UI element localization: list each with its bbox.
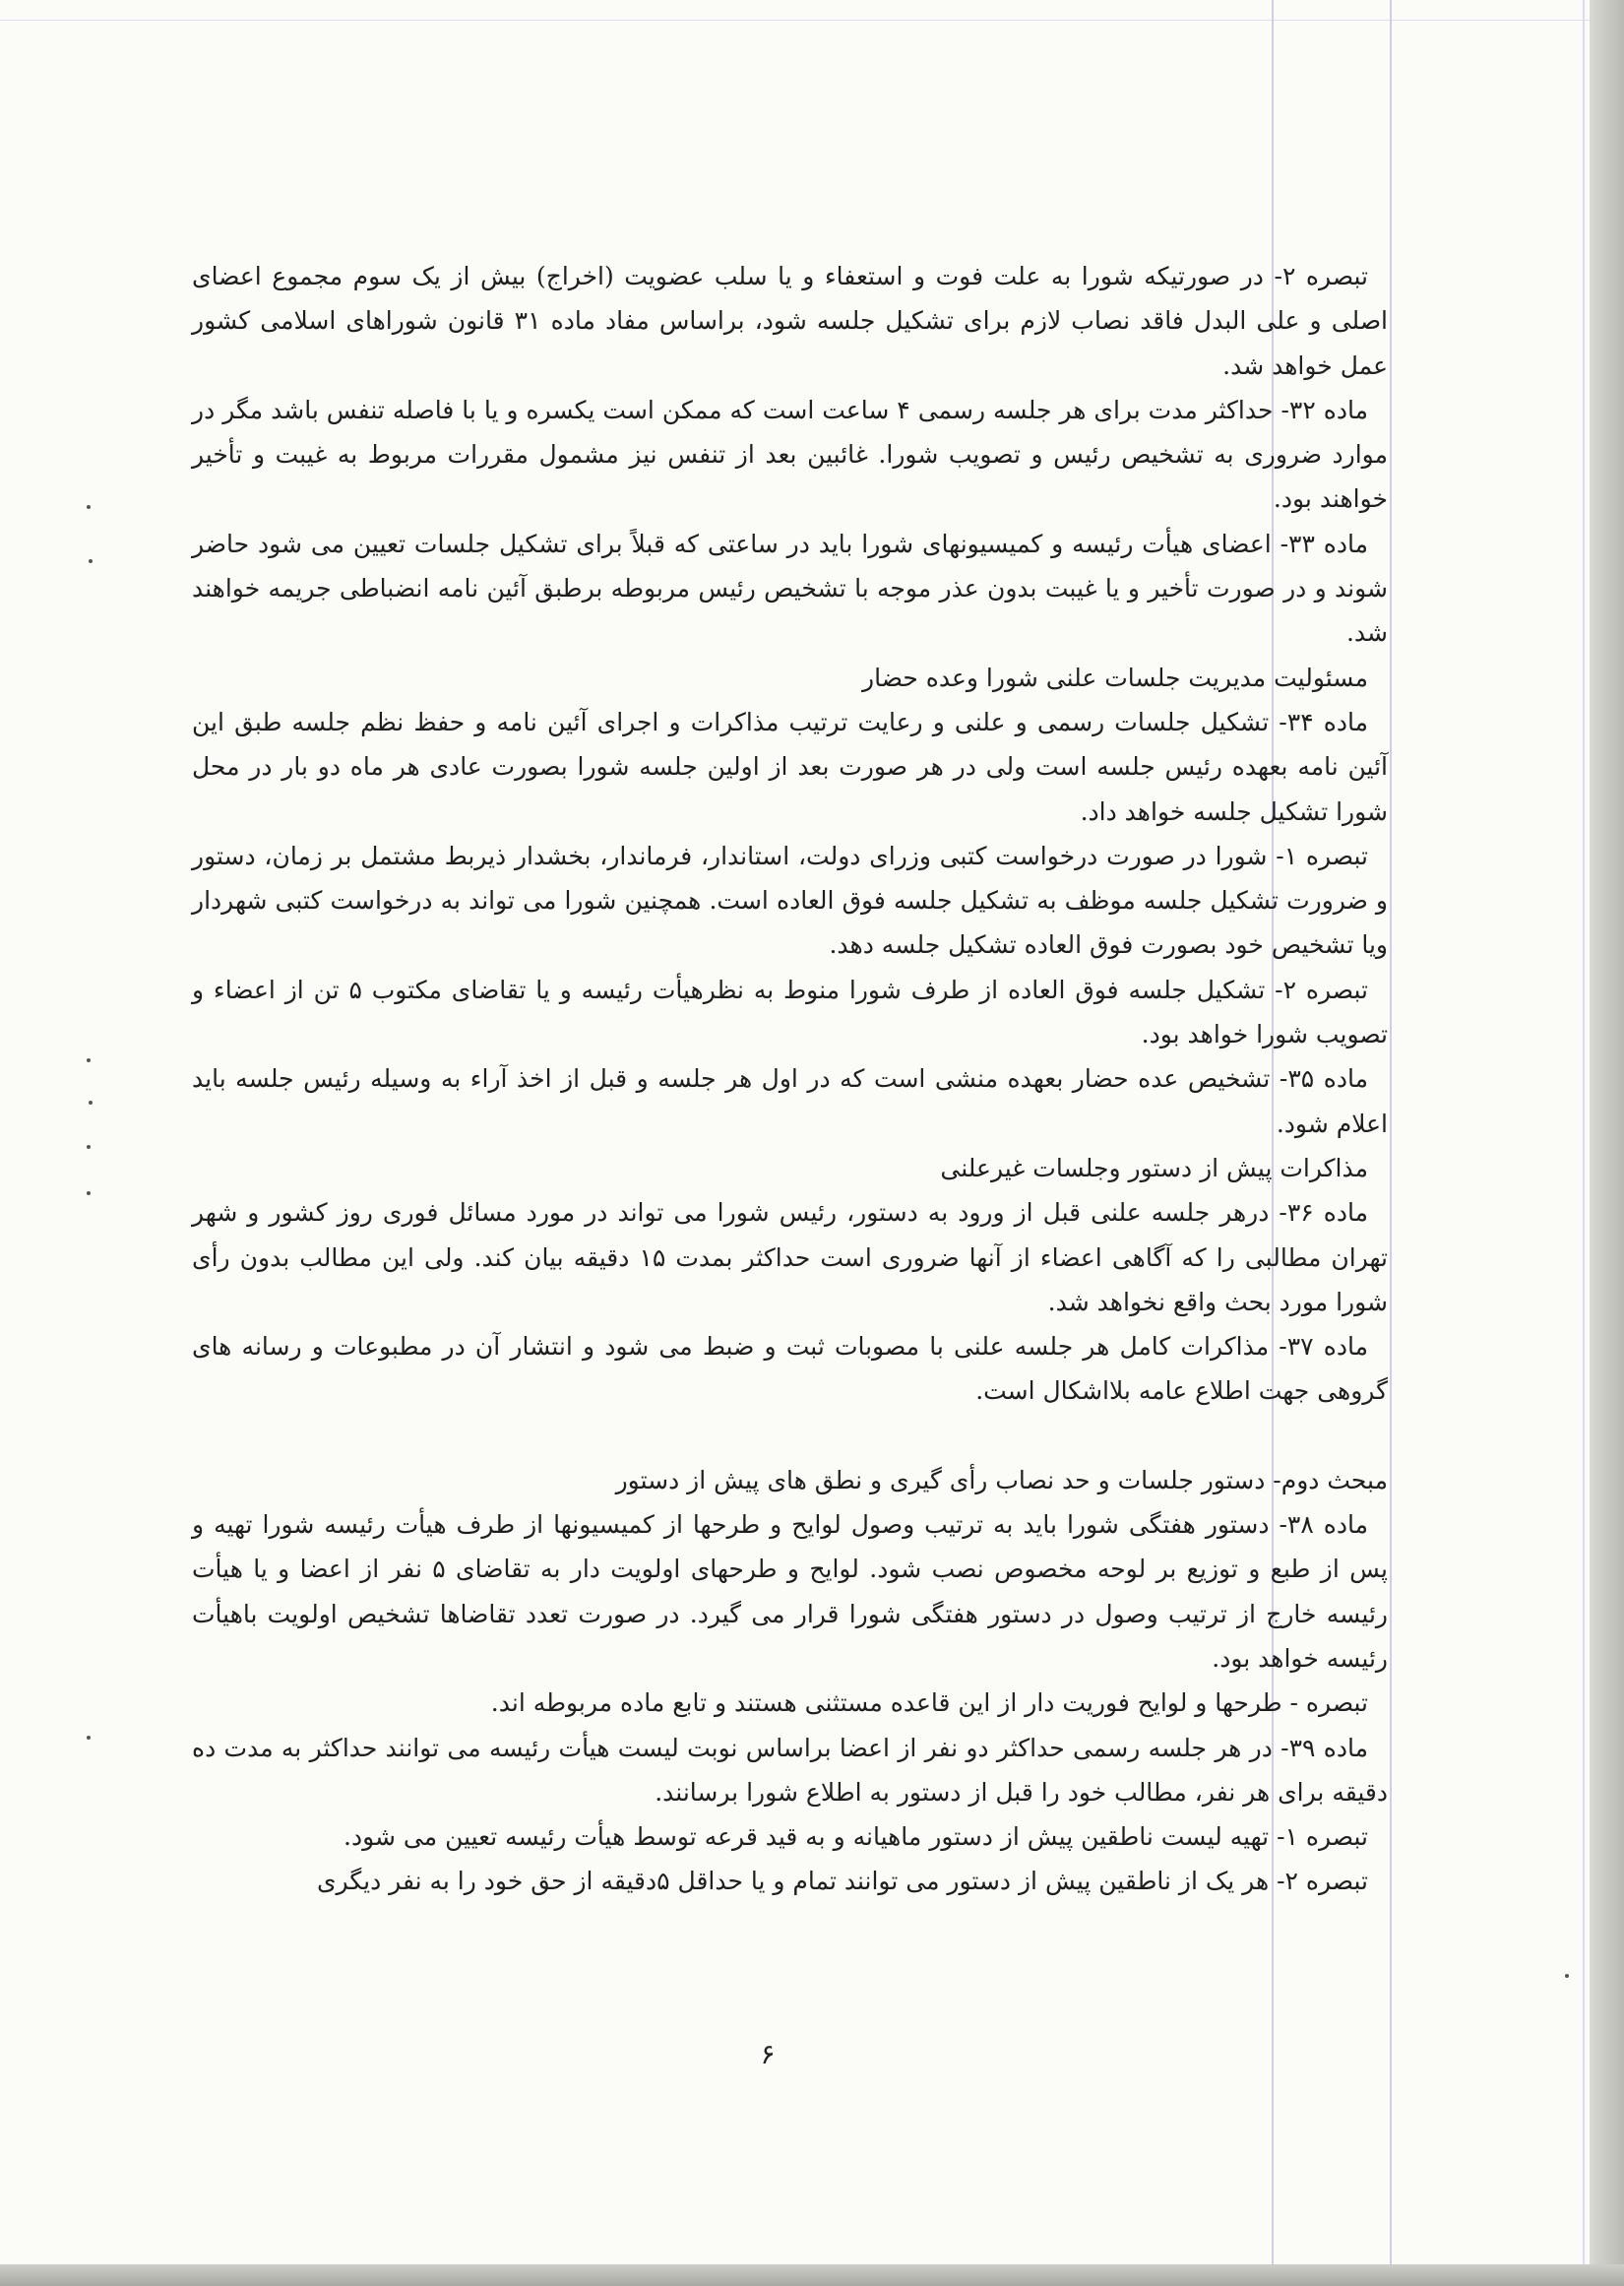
document-body [192,254,1388,1904]
scan-edge-right [1590,0,1624,2286]
article-34-note-2: تبصره ۲- تشکیل جلسه فوق العاده از طرف شورا منوط به نظرهیأت رئیسه و یا تقاضای مکتوب ۵ تن از اعضاء و تصویب شورا خواهد بود. [192,975,1388,1049]
article-38-note: تبصره - طرحها و لوایح فوریت دار از این قاعده مستثنی هستند و تابع ماده مربوطه اند. [490,1688,1368,1718]
chapter-heading-section-2: مبحث دوم- دستور جلسات و حد نصاب رأی گیری و نطق های پیش از دستور [615,1465,1388,1494]
article-32: ماده ۳۲- حداکثر مدت برای هر جلسه رسمی ۴ ساعت است که ممکن است یکسره و یا با فاصله تنفس باشد مگر در موارد ضروری به تشخیص رئیس و تصویب شورا. غائبین بعد از تنفس نیز مشمول مقررات مربوط به غیبت و تأخیر خواهند بود. [192,395,1388,514]
paragraph-gap [192,1414,1388,1458]
scan-speck [87,1736,91,1740]
scan-speck [87,505,91,509]
margin-line-3 [1583,0,1585,2264]
article-39-note-2: تبصره ۲- هر یک از ناطقین پیش از دستور می توانند تمام و یا حداقل ۵دقیقه از حق خود را به نفر دیگری [316,1867,1368,1896]
scan-speck [87,1058,91,1062]
section-heading-attendance: مسئولیت مدیریت جلسات علنی شورا وعده حضار [862,663,1368,692]
note-2-article-31: تبصره ۲- در صورتیکه شورا به علت فوت و استعفاء و یا سلب عضویت (اخراج) بیش از یک سوم مجموع اعضای اصلی و علی البدل فاقد نصاب لازم برای تشکیل جلسه شود، براساس مفاد ماده ۳۱ قانون شوراهای اسلامی کشور عمل خواهد شد. [192,262,1388,380]
scan-speck [89,1101,93,1105]
article-39: ماده ۳۹- در هر جلسه رسمی حداکثر دو نفر از اعضا براساس نوبت لیست هیأت رئیسه می توانند حداکثر به مدت ده دقیقه برای هر نفر، مطالب خود را قبل از دستور به اطلاع شورا برسانند. [192,1733,1388,1807]
section-heading-pre-agenda: مذاکرات پیش از دستور وجلسات غیرعلنی [940,1153,1368,1182]
article-37: ماده ۳۷- مذاکرات کامل هر جلسه علنی با مصوبات ثبت و ضبط می شود و انتشار آن در مطبوعات و رسانه های گروهی جهت اطلاع عامه بلااشکال است. [192,1332,1388,1406]
page-number: ۶ [760,2038,776,2070]
scan-guide-line-top [0,20,1590,21]
article-33: ماده ۳۳- اعضای هیأت رئیسه و کمیسیونهای شورا باید در ساعتی که قبلاً برای تشکیل جلسات تعیین می شود حاضر شوند و در صورت تأخیر و یا غیبت بدون عذر موجه با تشخیص رئیس مربوطه برطبق آئین نامه انضباطی جریمه خواهند شد. [192,529,1388,648]
article-36: ماده ۳۶- درهر جلسه علنی قبل از ورود به دستور، رئیس شورا می تواند در مورد مسائل فوری روز کشور و شهر تهران مطالبی را که آگاهی اعضاء از آنها ضروری است حداکثر بمدت ۱۵ دقیقه بیان کند. ولی این مطالب بدون رأی شورا مورد بحث واقع نخواهد شد. [192,1198,1388,1316]
scan-edge-bottom [0,2264,1624,2286]
scan-speck [87,1145,91,1149]
article-35: ماده ۳۵- تشخیص عده حضار بعهده منشی است که در اول هر جلسه و قبل از اخذ آراء به وسیله رئیس جلسه باید اعلام شود. [192,1064,1388,1138]
scan-speck [87,1191,91,1195]
article-34-note-1: تبصره ۱- شورا در صورت درخواست کتبی وزرای دولت، استاندار، فرماندار، بخشدار ذیربط مشتمل بر زمان، دستور و ضرورت تشکیل جلسه موظف به تشکیل جلسه فوق العاده است. همچنین شورا می تواند به درخواست کتبی شهردار ویا تشخیص خود بصورت فوق العاده تشکیل جلسه دهد. [192,841,1388,960]
article-34: ماده ۳۴- تشکیل جلسات رسمی و علنی و رعایت ترتیب مذاکرات و اجرای آئین نامه و حفظ نظم جلسه طبق این آئین نامه بعهده رئیس جلسه است ولی در هر صورت بعد از اولین جلسه شورا بصورت عادی هر ماه دو بار در محل شورا تشکیل جلسه خواهد داد. [192,707,1388,826]
article-38: ماده ۳۸- دستور هفتگی شورا باید به ترتیب وصول لوایح و طرحها از کمیسیونها از طرف هیأت رئیسه شورا تهیه و پس از طبع و توزیع بر لوحه مخصوص نصب شود. لوایح و طرحهای اولویت دار به تقاضای ۵ نفر از اعضا و یا هیأت رئیسه خارج از ترتیب وصول در دستور هفتگی شورا قرار می گیرد. در صورت تعدد تقاضاها تشخیص اولویت باهیأت رئیسه خواهد بود. [192,1510,1388,1673]
article-39-note-1: تبصره ۱- تهیه لیست ناطقین پیش از دستور ماهیانه و به قید قرعه توسط هیأت رئیسه تعیین می شود. [344,1822,1368,1852]
scan-speck [1565,1974,1569,1978]
margin-line-2 [1390,0,1392,2264]
scan-speck [89,559,93,563]
